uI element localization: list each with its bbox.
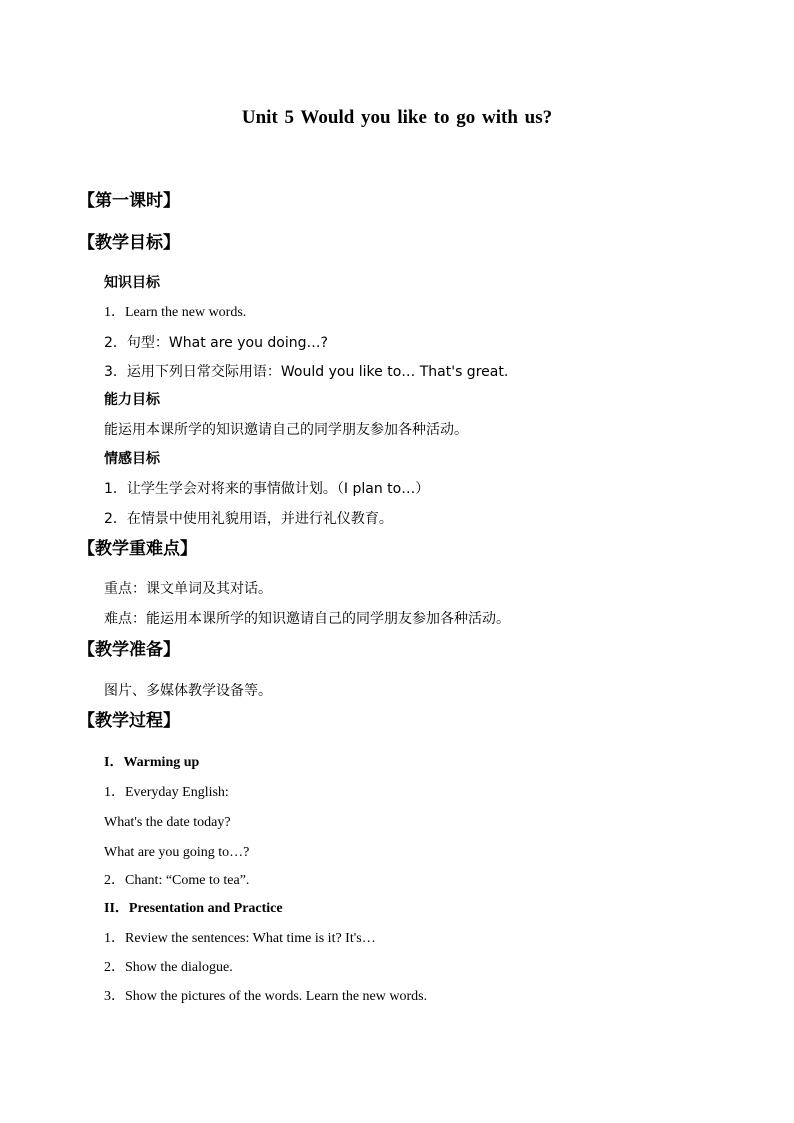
process-item: 2．Chant: “Come to tea”.	[104, 873, 250, 888]
emotion-item: 1．让学生学会对将来的事情做计划。（I plan to…）	[104, 481, 430, 497]
emotion-item: 2．在情景中使用礼貌用语，并进行礼仪教育。	[104, 511, 393, 527]
ability-goals-heading: 能力目标	[104, 392, 160, 408]
knowledge-item: 3．运用下列日常交际用语：Would you like to… That's great.	[104, 364, 509, 380]
section-lesson-heading: 【第一课时】	[78, 191, 180, 211]
key-point-item: 难点：能运用本课所学的知识邀请自己的同学朋友参加各种活动。	[104, 611, 510, 627]
section-prep-heading: 【教学准备】	[78, 640, 180, 660]
process-part1-heading: I．Warming up	[104, 755, 200, 770]
process-item: 1．Everyday English:	[104, 785, 229, 800]
prep-text: 图片、多媒体教学设备等。	[104, 683, 272, 699]
process-part2-heading: II．Presentation and Practice	[104, 901, 283, 916]
process-item: What's the date today?	[104, 815, 231, 830]
process-item: 3．Show the pictures of the words. Learn the new words.	[104, 989, 428, 1004]
process-item: 2．Show the dialogue.	[104, 960, 233, 975]
section-key-points-heading: 【教学重难点】	[78, 539, 197, 559]
knowledge-item: 1．Learn the new words.	[104, 305, 247, 320]
section-process-heading: 【教学过程】	[78, 711, 180, 731]
knowledge-item: 2．句型：What are you doing…?	[104, 335, 328, 351]
document-title: Unit 5 Would you like to go with us?	[241, 107, 553, 128]
process-item: What are you going to…?	[104, 845, 250, 860]
process-item: 1．Review the sentences: What time is it? It's…	[104, 931, 376, 946]
ability-goals-text: 能运用本课所学的知识邀请自己的同学朋友参加各种活动。	[104, 422, 468, 438]
knowledge-goals-heading: 知识目标	[104, 275, 160, 291]
key-point-item: 重点：课文单词及其对话。	[104, 581, 272, 597]
emotion-goals-heading: 情感目标	[104, 451, 160, 467]
section-goals-heading: 【教学目标】	[78, 233, 180, 253]
